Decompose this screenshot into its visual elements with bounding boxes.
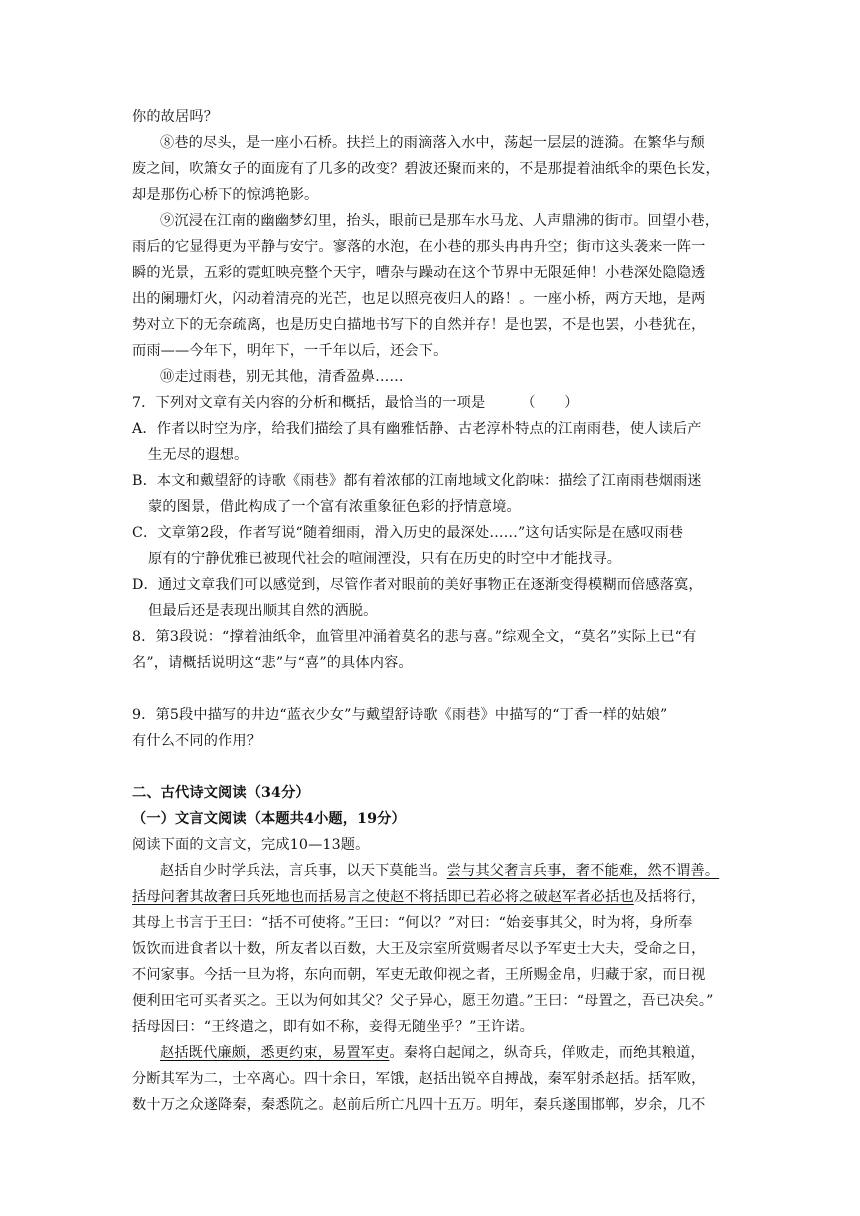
classical-text-line: 数十万之众遂降秦，秦悉阬之。赵前后所亡凡四十五万。明年，秦兵遂围邯郸，岁余，几不 — [132, 1097, 706, 1113]
paragraph-9-line: 出的阑珊灯火，闪动着清亮的光芒，也足以照亮夜归人的路！。一座小桥，两方天地，是两 — [132, 291, 706, 307]
paragraph-10-line: ⑩走过雨巷，别无其他，清香盈鼻…… — [160, 369, 404, 385]
option-b-line: B．本文和戴望舒的诗歌《雨巷》都有着浓郁的江南地域文化韵味：描绘了江南雨巷烟雨迷 — [132, 473, 702, 489]
plain-text: 。秦将白起闻之，纵奇兵，佯败走，而绝其粮道， — [389, 1045, 705, 1061]
subsection-heading: （一）文言文阅读（本题共4小题，19分） — [132, 811, 406, 827]
question-9-line: 9．第5段中描写的井边“蓝衣少女”与戴望舒诗歌《雨巷》中描写的“丁香一样的姑娘” — [132, 707, 668, 723]
underlined-sentence: 赵括既代廉颇，悉更约束，易置军吏 — [160, 1045, 390, 1061]
option-b-line: 蒙的图景，借此构成了一个富有浓重象征色彩的抒情意境。 — [148, 499, 521, 515]
question-7-stem: 7．下列对文章有关内容的分析和概括，最恰当的一项是 （ ） — [132, 395, 579, 411]
option-d-line: D．通过文章我们可以感觉到，尽管作者对眼前的美好事物正在逐渐变得模糊而倍感落寞， — [132, 577, 703, 593]
classical-text-line: 不问家事。今括一旦为将，东向而朝，军吏无敢仰视之者，王所赐金帛，归藏于家，而日视 — [132, 967, 706, 983]
classical-text-line — [132, 884, 732, 910]
question-9-line: 有什么不同的作用？ — [132, 733, 262, 749]
underlined-sentence: 尝与其父奢言兵事，奢不能难，然不谓善。 — [446, 863, 720, 879]
classical-text-line — [160, 1040, 760, 1066]
question-8-line: 8．第3段说：“撑着油纸伞，血管里冲涌着莫名的悲与喜。”综观全文，“莫名”实际上已“有 — [132, 629, 697, 645]
paragraph-8-line: ⑧巷的尽头，是一座小石桥。扶拦上的雨滴落入水中，荡起一层层的涟漪。在繁华与颓 — [160, 135, 705, 151]
paragraph-9-line: 雨后的它显得更为平静与安宁。寥落的水泡，在小巷的那头冉冉升空；街市这头袭来一阵一 — [132, 239, 706, 255]
paragraph-8-line: 却是那伤心桥下的惊鸿艳影。 — [132, 187, 319, 203]
option-c-line: C．文章第2段，作者写说“随着细雨，滑入历史的最深处……”这句话实际是在感叹雨巷 — [132, 525, 684, 541]
classical-text-line: 饭饮而进食者以十数，所友者以百数，大王及宗室所赏赐者尽以予军吏士大夫，受命之日， — [132, 941, 706, 957]
paragraph-9-line: 而雨——今年下，明年下，一千年以后，还会下。 — [132, 343, 448, 359]
instruction-text: 阅读下面的文言文，完成10—13题。 — [132, 837, 370, 853]
classical-text-line: 分断其军为二，士卒离心。四十余日，军饿，赵括出锐卒自搏战，秦军射杀赵括。括军败， — [132, 1071, 706, 1087]
classical-text-line — [160, 858, 760, 884]
underlined-sentence: 括母问奢其故奢曰兵死地也而括易言之使赵不将括即已若必将之破赵军者必括也 — [132, 889, 634, 905]
paragraph-9-line: ⑨沉浸在江南的幽幽梦幻里，抬头，眼前已是那车水马龙、人声鼎沸的街市。回望小巷， — [160, 213, 720, 229]
option-c-line: 原有的宁静优雅已被现代社会的喧闹湮没，只有在历史的时空中才能找寻。 — [148, 551, 622, 567]
classical-text-line: 括母因曰：“王终遣之，即有如不称，妾得无随坐乎？”王许诺。 — [132, 1019, 534, 1035]
question-8-line: 名”，请概括说明这“悲”与“喜”的具体内容。 — [132, 655, 413, 671]
option-a-line: A．作者以时空为序，给我们描绘了具有幽雅恬静、古老淳朴特点的江南雨巷，使人读后产 — [132, 421, 702, 437]
paragraph-8-line: 废之间，吹箫女子的面庞有了几多的改变？碧波还聚而来的，不是那提着油纸伞的栗色长发， — [132, 161, 720, 177]
plain-text: 赵括自少时学兵法，言兵事，以天下莫能当。 — [160, 863, 447, 879]
option-d-line: 但最后还是表现出顺其自然的洒脱。 — [148, 603, 378, 619]
classical-text-line: 其母上书言于王曰：“括不可使将。”王曰：“何以？”对曰：“始妾事其父，时为将，身所奉 — [132, 915, 693, 931]
paragraph-9-line: 瞬的光景，五彩的霓虹映亮整个天宇，嘈杂与躁动在这个节界中无限延伸！小巷深处隐隐透 — [132, 265, 706, 281]
section-heading: 二、古代诗文阅读（34分） — [132, 785, 310, 801]
passage-line: 你的故居吗？ — [132, 109, 219, 125]
plain-text: 及括将行， — [633, 889, 706, 905]
paragraph-9-line: 势对立下的无奈疏离，也是历史白描地书写下的自然并存！是也罢，不是也罢，小巷犹在， — [132, 317, 706, 333]
option-a-line: 生无尽的遐想。 — [148, 447, 249, 463]
classical-text-line: 便利田宅可买者买之。王以为何如其父？父子异心，愿王勿遣。”王曰：“母置之，吾已决矣。” — [132, 993, 714, 1009]
